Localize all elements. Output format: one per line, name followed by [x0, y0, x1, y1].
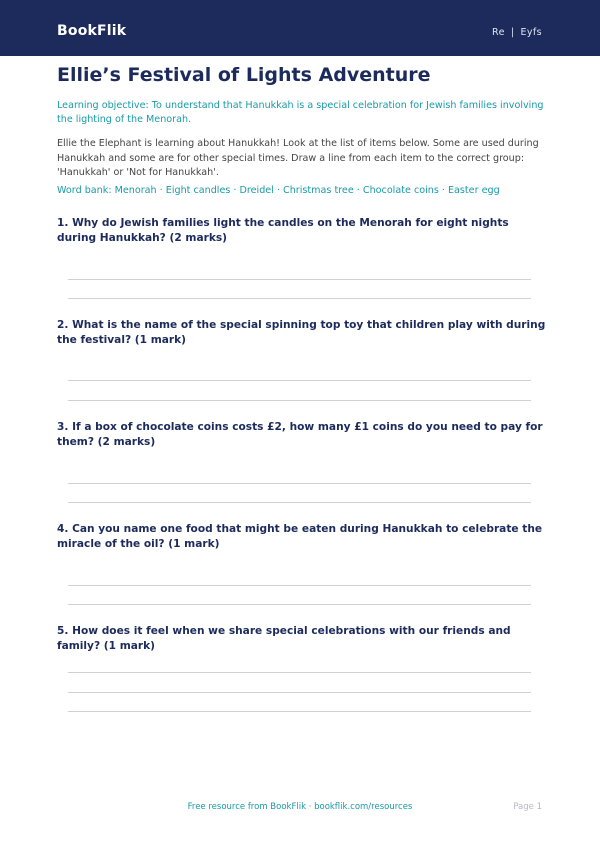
page-number: Page 1: [513, 802, 542, 812]
instructions-text: Ellie the Elephant is learning about Hanukkah! Look at the list of items below. Some are used during Hanukkah and some are for other special times. Draw a line from each item to the correct group: 'Hanukkah' or 'Not for Hanukkah'.: [57, 138, 539, 178]
answer-line[interactable]: [68, 585, 531, 586]
header-meta: [492, 27, 542, 38]
answer-line[interactable]: [68, 692, 531, 693]
answer-line[interactable]: [68, 502, 531, 503]
question-5: 5. How does it feel when we share special celebrations with our friends and family? (1 mark): [57, 625, 511, 652]
question-2: 2. What is the name of the special spinning top toy that children play with during the festival? (1 mark): [57, 319, 546, 346]
meta-separator: |: [510, 27, 515, 38]
question-3: 3. If a box of chocolate coins costs £2, how many £1 coins do you need to pay for them? (2 marks): [57, 421, 543, 448]
answer-line[interactable]: [68, 483, 531, 484]
answer-line[interactable]: [68, 380, 531, 381]
answer-line[interactable]: [68, 711, 531, 712]
answer-line[interactable]: [68, 400, 531, 401]
subject-label: Re: [492, 27, 505, 38]
header-bar: [0, 0, 600, 56]
learning-objective: Learning objective: To understand that Hanukkah is a special celebration for Jewish families involving the lighting of the Menorah.: [57, 100, 544, 125]
answer-line[interactable]: [68, 298, 531, 299]
answer-line[interactable]: [68, 672, 531, 673]
answer-line[interactable]: [68, 604, 531, 605]
word-bank: Word bank: Menorah · Eight candles · Dreidel · Christmas tree · Chocolate coins · Easter egg: [57, 185, 500, 196]
page-title: Ellie’s Festival of Lights Adventure: [57, 64, 431, 86]
answer-line[interactable]: [68, 279, 531, 280]
question-4: 4. Can you name one food that might be eaten during Hanukkah to celebrate the miracle of the oil? (1 mark): [57, 523, 543, 550]
brand-logo[interactable]: BookFlik: [57, 23, 127, 39]
stage-label: Eyfs: [520, 27, 542, 38]
question-1: 1. Why do Jewish families light the candles on the Menorah for eight nights during Hanukkah? (2 marks): [57, 217, 509, 244]
footer-resource-link[interactable]: Free resource from BookFlik · bookflik.com/resources: [187, 802, 413, 812]
